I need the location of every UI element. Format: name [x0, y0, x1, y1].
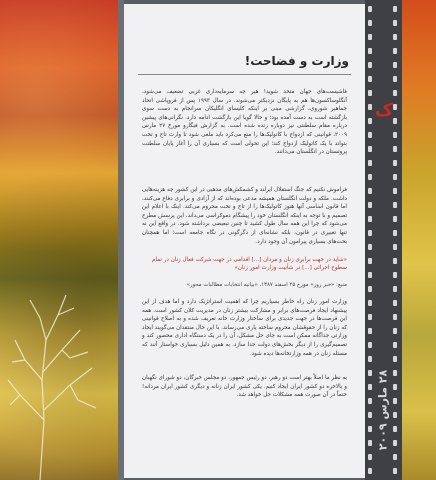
film-perforation — [393, 202, 397, 208]
film-perforation — [393, 398, 397, 404]
film-perforation — [368, 426, 372, 432]
film-perforation — [368, 48, 372, 54]
film-perforation — [368, 328, 372, 334]
film-perforation — [368, 468, 372, 474]
film-perforation — [393, 188, 397, 194]
film-perforation — [368, 440, 372, 446]
film-perforation — [368, 314, 372, 320]
film-perforation — [393, 314, 397, 320]
film-perforation — [368, 62, 372, 68]
film-perforation — [393, 440, 397, 446]
film-perforation — [393, 258, 397, 264]
film-perforation — [368, 160, 372, 166]
film-perforation — [368, 300, 372, 306]
film-perforation — [368, 258, 372, 264]
film-perforation — [368, 370, 372, 376]
film-perforation — [393, 20, 397, 26]
film-perforation — [368, 202, 372, 208]
film-perforation — [393, 76, 397, 82]
film-perforation — [393, 356, 397, 362]
film-perforation — [368, 356, 372, 362]
film-perforation — [368, 384, 372, 390]
film-perforation — [368, 412, 372, 418]
film-perforation — [368, 76, 372, 82]
film-perforation — [393, 146, 397, 152]
magazine-logo: ک — [374, 99, 394, 121]
film-perforation — [393, 160, 397, 166]
film-perforation — [368, 20, 372, 26]
film-perforation — [393, 48, 397, 54]
film-perforation — [393, 230, 397, 236]
film-perforation — [393, 300, 397, 306]
film-perforation — [393, 370, 397, 376]
film-perforation — [368, 6, 372, 12]
film-perforation — [393, 454, 397, 460]
film-perforation — [393, 384, 397, 390]
film-perforation — [368, 398, 372, 404]
article-paragraph-3: وزارت امور زنان راه خاطر بسیاریم چرا که اهمیت استراتژیک دارد و اما هدف از این پیشنهاد ایجاد فرصت‌های برابر و مشارکت بیشتر زنان در مدیریت کلان کشور است. همه این فرصت‌ها در جهت جدیدی برای ساختار وزارت خانه تعریف شده و به اصلاح قوانینی که زنان را از حقوقشان محروم ساخته یاری می‌رساند. با این حال منتقدان می‌گویند ایجاد وزارتی جداگانه ممکن است به جای حل مشکل، آن را در یک دستگاه اداری محصور کند و تصمیم‌گیری را از دیگر بخش‌های دولت جدا سازد. به همین دلیل بسیاری خواستار آنند که مسئله زنان در همه وزارتخانه‌ها دیده شود. — [142, 299, 347, 357]
article-title: وزارت و فضاحت! — [244, 54, 349, 68]
film-perforation — [368, 174, 372, 180]
film-perforation — [393, 426, 397, 432]
film-perforation — [393, 342, 397, 348]
film-perforation — [393, 286, 397, 292]
article-paragraph-2: فراموش نکنیم که جنگ استقلال ایرلند و کشمکش‌های مذهبی در این کشور چه هزینه‌هایی داشت. ملکه و دولت انگلستان همیشه مدعی بوده‌اند که از آزادی و برابری دفاع می‌کنند، اما قانون اساسی آنها هنوز کاتولیک‌ها را از تاج و تخت محروم می‌کند. اینک با اعلام این تصمیم و با توجه به اینکه انگلستان خود را پیشگام دموکراسی می‌داند، این پرسش مطرح می‌شود که چرا این همه سال طول کشید تا چنین تبعیضی برداشته شود. در واقع این نه تنها تغییری در قانون، بلکه نشانه‌ای از دگرگونی در نگاه جامعه است؛ اما همچنان بحث‌های بسیاری پیرامون آن وجود دارد. — [142, 187, 347, 245]
right-decorative-artwork — [402, 0, 436, 480]
film-perforation — [393, 244, 397, 250]
film-perforation — [393, 216, 397, 222]
source-line: منبع: «خبر روز» مورخ ۲۵ اسفند ۱۳۸۷، «بیانیه انتخابات مطالبات محور» — [186, 282, 347, 288]
film-perforation — [393, 174, 397, 180]
article-page — [124, 4, 365, 478]
film-perforation — [393, 468, 397, 474]
film-perforation — [393, 272, 397, 278]
film-perforation — [368, 272, 372, 278]
film-perforation — [368, 146, 372, 152]
film-perforation — [368, 34, 372, 40]
film-perforation — [368, 342, 372, 348]
film-perforation — [368, 244, 372, 250]
film-perforation — [393, 328, 397, 334]
film-perforation — [368, 230, 372, 236]
film-perforation — [393, 6, 397, 12]
left-decorative-artwork — [0, 0, 118, 480]
title-rule — [138, 74, 351, 75]
film-perforation — [393, 412, 397, 418]
article-paragraph-4: به نظر ما اصلاً بهتر است دو رهبر، دو رئیس جمهور، دو مجلس خبرگان، دو شورای نگهبان و بالاخره دو کشور ایران ایجاد کنیم. یکی کشور ایران زنانه و دیگری کشور ایران مردانه! حتماً در آن صورت همه مشکلات حل خواهد شد. — [141, 375, 347, 399]
issue-date-label: ۲۸ مارس ۲۰۰۹ — [376, 369, 390, 451]
film-perforation — [368, 188, 372, 194]
article-paragraph-1: فاشیست‌های جهان متحد شوید! هیر چه سرمایه‌داری غربی تضعیف می‌شود، آنگلوساکسون‌ها هم به پایگان نزدیکتر می‌شوند. در سال ۱۹۹۳ پس از فروپاشی اتحاد جماهیر شوروی، گزارشی مبنی بر اینکه کلیسای انگلیکان سرانجام به دست سوی بازگشته است به دست آمده بود؛ و حالا گویا این بازگشت ادامه دارد. نگرانی‌های پیشین درباره مقام سلطنتی نیز دوباره زنده شده است. به گزارش فیگارو مورخ ۲۷ مارس ۲۰۰۹، قوانینی که ازدواج با کاتولیک‌ها را منع می‌کرد باید ملغی شود تا وارث تاج و تخت بتواند با یک کاتولیک ازدواج کند؛ این تحولی است که بسیاری آن را آغاز پایان سلطنت پروتستان در انگلستان می‌دانند. — [142, 89, 347, 156]
highlight-quote: «شاید در جهت برابری زنان و مردان [...] اقدامی در جهت شرکت فعال زنان در تمام سطوح اجرائی [...] در شأنیت وزارت امور زنان» — [151, 257, 347, 272]
film-perforation — [368, 216, 372, 222]
film-perforation — [368, 286, 372, 292]
film-perforation — [393, 62, 397, 68]
tree-illustration — [0, 0, 118, 480]
film-perforation — [393, 34, 397, 40]
film-perforation — [368, 454, 372, 460]
